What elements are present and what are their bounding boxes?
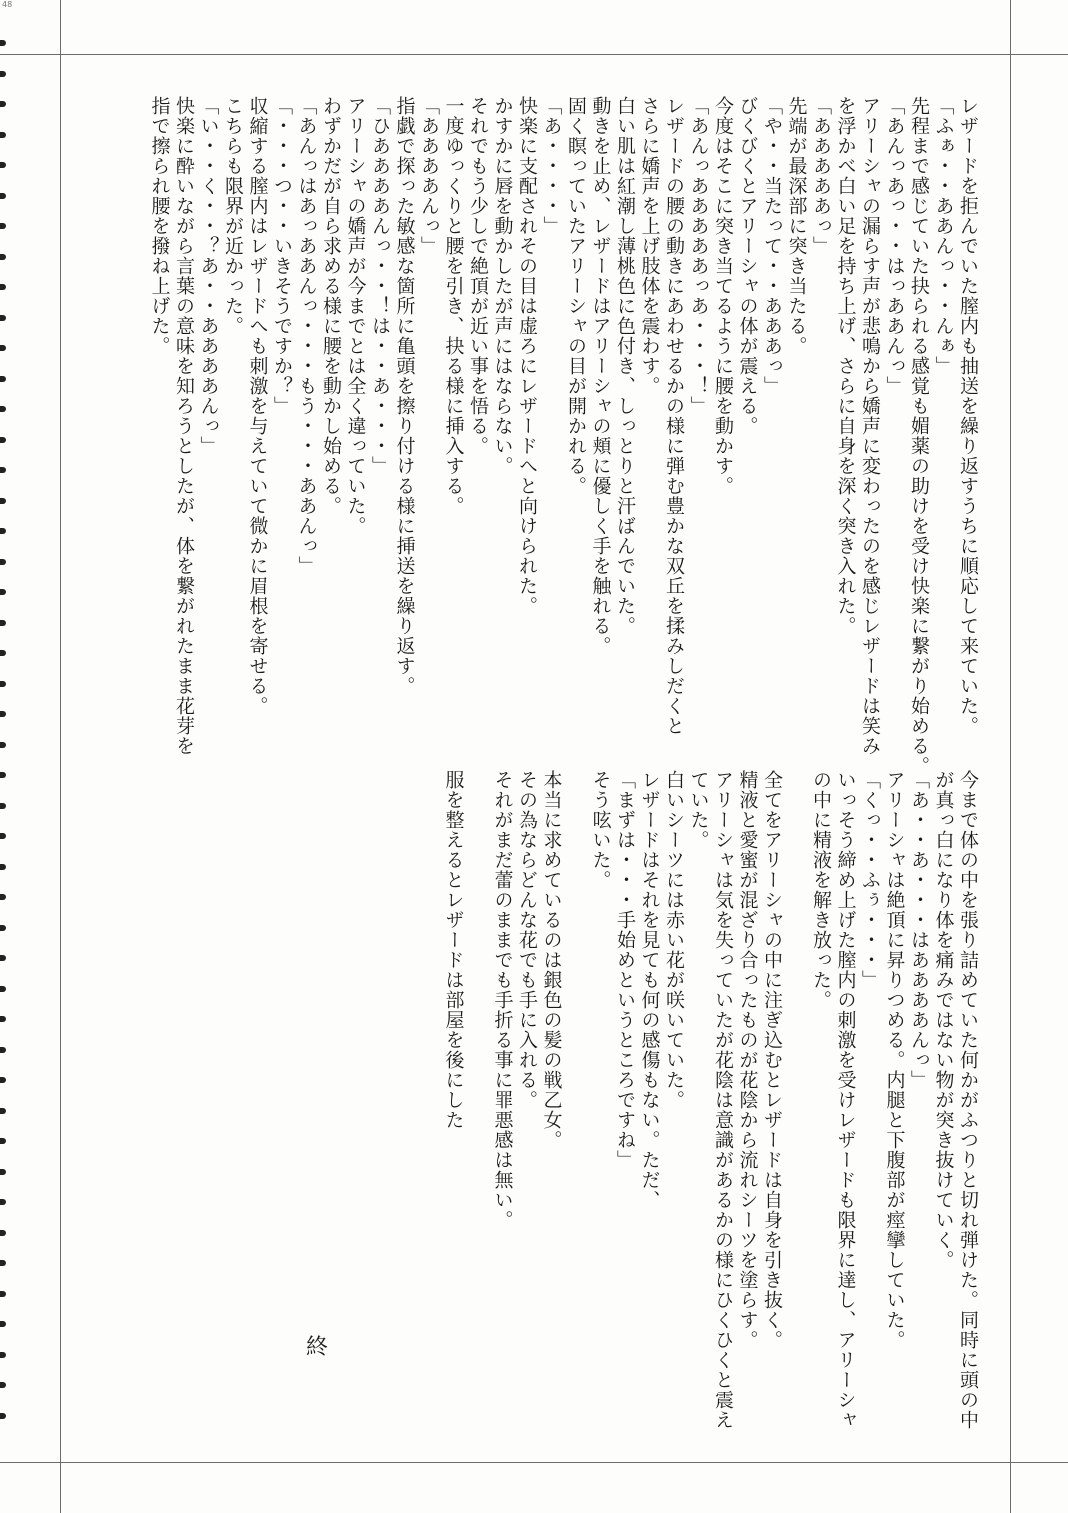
binding-hole xyxy=(0,1321,6,1327)
text-line: 指戯で探った敏感な箇所に亀頭を擦り付ける様に挿送を繰り返す。 xyxy=(393,96,416,696)
binding-hole xyxy=(0,284,6,290)
text-line: それでもう少しで絶頂が近い事を悟る。 xyxy=(467,96,489,456)
binding-hole xyxy=(0,894,6,900)
text-line: 白い肌は紅潮し薄桃色に色付き、しっとりと汗ばんでいた。 xyxy=(614,96,636,636)
text-line: アリーシャの嬌声が今までとは全く違っていた。 xyxy=(344,96,367,536)
top-frame-line xyxy=(0,54,1068,55)
binding-holes xyxy=(0,40,10,1460)
text-line: 快楽に酔いながら言葉の意味を知ろうとしたが、体を繋がれたまま花芽を xyxy=(173,96,195,756)
binding-hole xyxy=(0,1230,6,1236)
text-line: さらに嬌声を上げ肢体を震わす。 xyxy=(638,96,661,396)
binding-hole xyxy=(0,1016,6,1022)
text-line: 動きを止め、レザードはアリーシャの頬に優しく手を触れる。 xyxy=(589,96,612,656)
text-line: 精液と愛蜜が混ざり合ったものが花陰から流れシーツを塗らす。 xyxy=(736,770,759,1350)
binding-hole xyxy=(0,1199,6,1205)
binding-hole xyxy=(0,589,6,595)
binding-hole xyxy=(0,223,6,229)
binding-hole xyxy=(0,437,6,443)
text-line: 収縮する膣内はレザードへも刺激を与えていて微かに眉根を寄せる。 xyxy=(246,96,269,716)
binding-hole xyxy=(0,193,6,199)
binding-hole xyxy=(0,559,6,565)
end-mark: 終 xyxy=(306,1335,329,1360)
binding-hole xyxy=(0,986,6,992)
text-line: アリーシャの漏らす声が悲鳴から嬌声に変わったのを感じレザードは笑み xyxy=(859,96,881,756)
text-line: 「あんっあっ・・はっああんっ」 xyxy=(883,96,906,396)
bottom-frame-line xyxy=(0,1462,1068,1463)
text-line: の中に精液を解き放った。 xyxy=(810,770,832,1010)
left-frame-line xyxy=(60,0,61,1513)
text-line: アリーシャは絶頂に昇りつめる。内腿と下腹部が痙攣していた。 xyxy=(883,770,906,1350)
text-line: 「あ・・・・」 xyxy=(540,96,563,236)
lower-text-block xyxy=(441,770,980,1430)
binding-hole xyxy=(0,101,6,107)
binding-hole xyxy=(0,1077,6,1083)
text-line: 「あああああっ」 xyxy=(810,96,832,256)
binding-hole xyxy=(0,1047,6,1053)
text-line: ていた。 xyxy=(687,770,710,850)
text-line: こちらも限界が近かった。 xyxy=(222,96,244,336)
text-line: を浮かべ白い足を持ち上げ、さらに自身を深く突き入れた。 xyxy=(834,96,857,636)
text-line: 「い・・く・・？あ・・ああああんっ」 xyxy=(197,96,220,456)
binding-hole xyxy=(0,772,6,778)
text-line: 白いシーツには赤い花が咲いていた。 xyxy=(663,770,685,1110)
text-line: それがまだ蕾のままでも手折る事に罪悪感は無い。 xyxy=(491,770,514,1230)
binding-hole xyxy=(0,254,6,260)
text-line: 快楽に支配されその目は虚ろにレザードへと向けられた。 xyxy=(516,96,538,616)
binding-hole xyxy=(0,406,6,412)
binding-hole xyxy=(0,315,6,321)
right-frame-line xyxy=(1010,0,1011,1513)
text-line: 「あ・・あ・・・はああああんっ」 xyxy=(908,770,930,1090)
text-line: 本当に求めているのは銀色の髪の戦乙女。 xyxy=(540,770,563,1150)
text-line: 「まずは・・・手始めというところですね」 xyxy=(614,770,636,1170)
text-line: びくびくとアリーシャの体が震える。 xyxy=(736,96,759,436)
binding-hole xyxy=(0,711,6,717)
text-line: 指で擦られ腰を撥ね上げた。 xyxy=(148,96,171,356)
binding-hole xyxy=(0,1108,6,1114)
text-line: 「ああああんっ」 xyxy=(418,96,440,256)
text-line xyxy=(466,770,491,1420)
binding-hole xyxy=(0,1169,6,1175)
binding-hole xyxy=(0,864,6,870)
binding-hole xyxy=(0,620,6,626)
binding-hole xyxy=(0,803,6,809)
text-line: 「・・・つ・・いきそうですか？」 xyxy=(271,96,293,416)
binding-hole xyxy=(0,132,6,138)
text-line: 全てをアリーシャの中に注ぎ込むとレザードは自身を引き抜く。 xyxy=(761,770,783,1350)
text-line: 今度はそこに突き当てるように腰を動かす。 xyxy=(712,96,734,496)
binding-hole xyxy=(0,1382,6,1388)
binding-hole xyxy=(0,162,6,168)
binding-hole xyxy=(0,1413,6,1419)
text-line: レザードはそれを見ても何の感傷もない。ただ、 xyxy=(638,770,661,1210)
binding-hole xyxy=(0,1138,6,1144)
text-line: 「くっ・・ふぅ・・・」 xyxy=(859,770,881,990)
binding-hole xyxy=(0,345,6,351)
binding-hole xyxy=(0,1291,6,1297)
binding-hole xyxy=(0,742,6,748)
text-line: その為ならどんな花でも手に入れる。 xyxy=(516,770,538,1110)
binding-hole xyxy=(0,650,6,656)
text-line: わずかだが自ら求める様に腰を動かし始める。 xyxy=(320,96,342,516)
text-line: 「ふぁ・・ああんっ・・んぁ」 xyxy=(932,96,955,376)
text-line: 「や・・当たって・・あああっ」 xyxy=(761,96,783,396)
binding-hole xyxy=(0,376,6,382)
text-line: 先程まで感じていた抉られる感覚も媚薬の助けを受け快楽に繋がり始める。 xyxy=(908,96,930,776)
binding-hole xyxy=(0,1352,6,1358)
binding-hole xyxy=(0,1260,6,1266)
binding-hole xyxy=(0,955,6,961)
text-line: 固く瞑っていたアリーシャの目が開かれる。 xyxy=(565,96,587,496)
text-line: レザードの腰の動きにあわせるかの様に弾む豊かな双丘を揉みしだくと xyxy=(663,96,685,736)
text-line: かすかに唇を動かしたが声にはならない。 xyxy=(491,96,514,476)
text-line xyxy=(784,770,809,1420)
binding-hole xyxy=(0,71,6,77)
text-line: 一度ゆっくりと腰を引き、抉る様に挿入する。 xyxy=(442,96,465,516)
text-line: いっそう締め上げた膣内の刺激を受けレザードも限界に達し、アリーシャ xyxy=(834,770,857,1430)
binding-hole xyxy=(0,528,6,534)
text-line: 「ひああああんっ・・！は・・あ・・・」 xyxy=(369,96,391,476)
text-line: が真っ白になり体を痛みではない物が突き抜けていく。 xyxy=(932,770,955,1270)
text-line: アリーシャは気を失っていたが花陰は意識があるかの様にひくひくと震え xyxy=(712,770,734,1430)
text-line: 今まで体の中を張り詰めていた何かがふつりと切れ弾けた。同時に頭の中 xyxy=(957,770,979,1430)
binding-hole xyxy=(0,681,6,687)
text-line: そう呟いた。 xyxy=(589,770,612,890)
page-number: 48 xyxy=(2,0,13,9)
text-line: 服を整えるとレザードは部屋を後にした xyxy=(442,770,465,1130)
binding-hole xyxy=(0,40,6,46)
binding-hole xyxy=(0,925,6,931)
text-line: 「あんっはあっああんっ・・・もう・・・ああんっ」 xyxy=(295,96,318,576)
upper-text-block xyxy=(147,96,980,776)
binding-hole xyxy=(0,467,6,473)
binding-hole xyxy=(0,498,6,504)
text-line: 「あんっあああああっあ・・・！」 xyxy=(687,96,710,416)
binding-hole xyxy=(0,833,6,839)
text-line: レザードを拒んでいた膣内も抽送を繰り返すうちに順応して来ていた。 xyxy=(957,96,979,736)
text-line: 先端が最深部に突き当たる。 xyxy=(785,96,808,356)
text-line xyxy=(564,770,589,1420)
